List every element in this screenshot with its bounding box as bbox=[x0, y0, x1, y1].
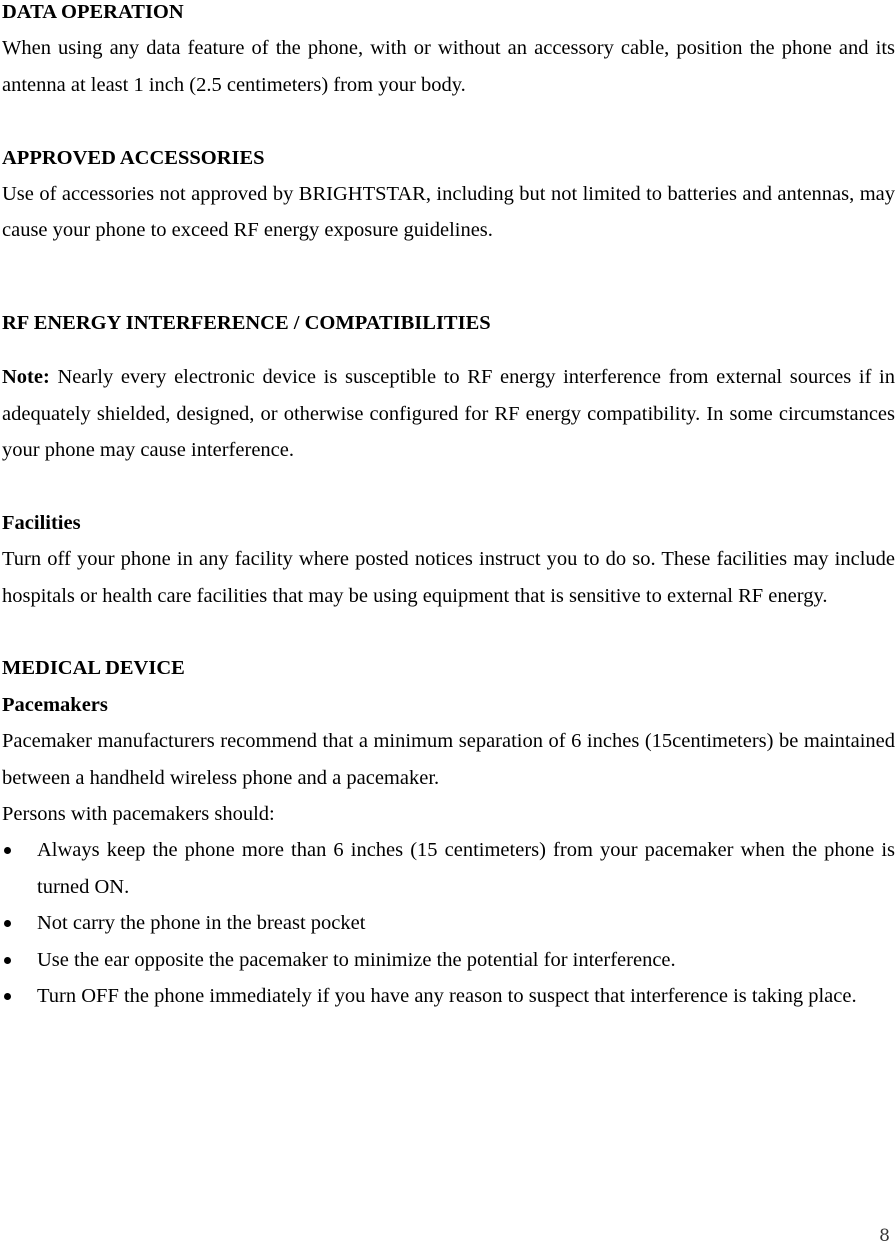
rf-interference-note bbox=[2, 359, 895, 468]
pacemakers-intro: Persons with pacemakers should: bbox=[2, 803, 275, 826]
facilities-body: Turn off your phone in any facility where posted notices instruct you to do so. These facilities may include hospitals or health care facilities that may be using equipment that is sensitive to external RF energy. bbox=[2, 548, 895, 607]
pacemaker-guidelines-list bbox=[2, 832, 895, 1014]
note-body: Nearly every electronic device is susceptible to RF energy interference from external sources if in adequately shielded, designed, or otherwise configured for RF energy compatibility. In some circumstances your phone may cause interference. bbox=[2, 366, 896, 462]
approved-accessories-body: Use of accessories not approved by BRIGHTSTAR, including but not limited to batteries and antennas, may cause your phone to exceed RF energy exposure guidelines. bbox=[2, 183, 895, 242]
page-number: 8 bbox=[879, 1226, 890, 1246]
list-item-text: Always keep the phone more than 6 inches (15 centimeters) from your pacemaker when the phone is turned ON. bbox=[37, 839, 895, 898]
data-operation-body: When using any data feature of the phone, with or without an accessory cable, position the phone and its antenna at least 1 inch (2.5 centimeters) from your body. bbox=[2, 37, 895, 96]
data-operation-heading: DATA OPERATION bbox=[2, 1, 184, 23]
rf-interference-heading: RF ENERGY INTERFERENCE / COMPATIBILITIES bbox=[2, 311, 491, 334]
spacer bbox=[2, 614, 895, 650]
pacemakers-body: Pacemaker manufacturers recommend that a minimum separation of 6 inches (15centimeters) be maintained between a handheld wireless phone and a pacemaker. bbox=[2, 730, 895, 789]
pacemakers-subheading: Pacemakers bbox=[2, 693, 108, 716]
approved-accessories-heading: APPROVED ACCESSORIES bbox=[2, 146, 265, 169]
list-item-text: Turn OFF the phone immediately if you have any reason to suspect that interference is taking place. bbox=[37, 985, 857, 1008]
document-page bbox=[2, 0, 895, 1015]
spacer bbox=[2, 468, 895, 504]
list-item bbox=[2, 905, 895, 941]
list-item bbox=[2, 942, 895, 978]
spacer bbox=[2, 249, 895, 305]
medical-device-heading: MEDICAL DEVICE bbox=[2, 657, 185, 680]
facilities-heading: Facilities bbox=[2, 511, 81, 534]
spacer bbox=[2, 341, 895, 359]
list-item bbox=[2, 832, 895, 905]
spacer bbox=[2, 103, 895, 139]
list-item bbox=[2, 978, 895, 1014]
list-item-text: Not carry the phone in the breast pocket bbox=[37, 912, 366, 935]
note-label: Note: bbox=[2, 366, 50, 389]
list-item-text: Use the ear opposite the pacemaker to minimize the potential for interference. bbox=[37, 948, 676, 971]
